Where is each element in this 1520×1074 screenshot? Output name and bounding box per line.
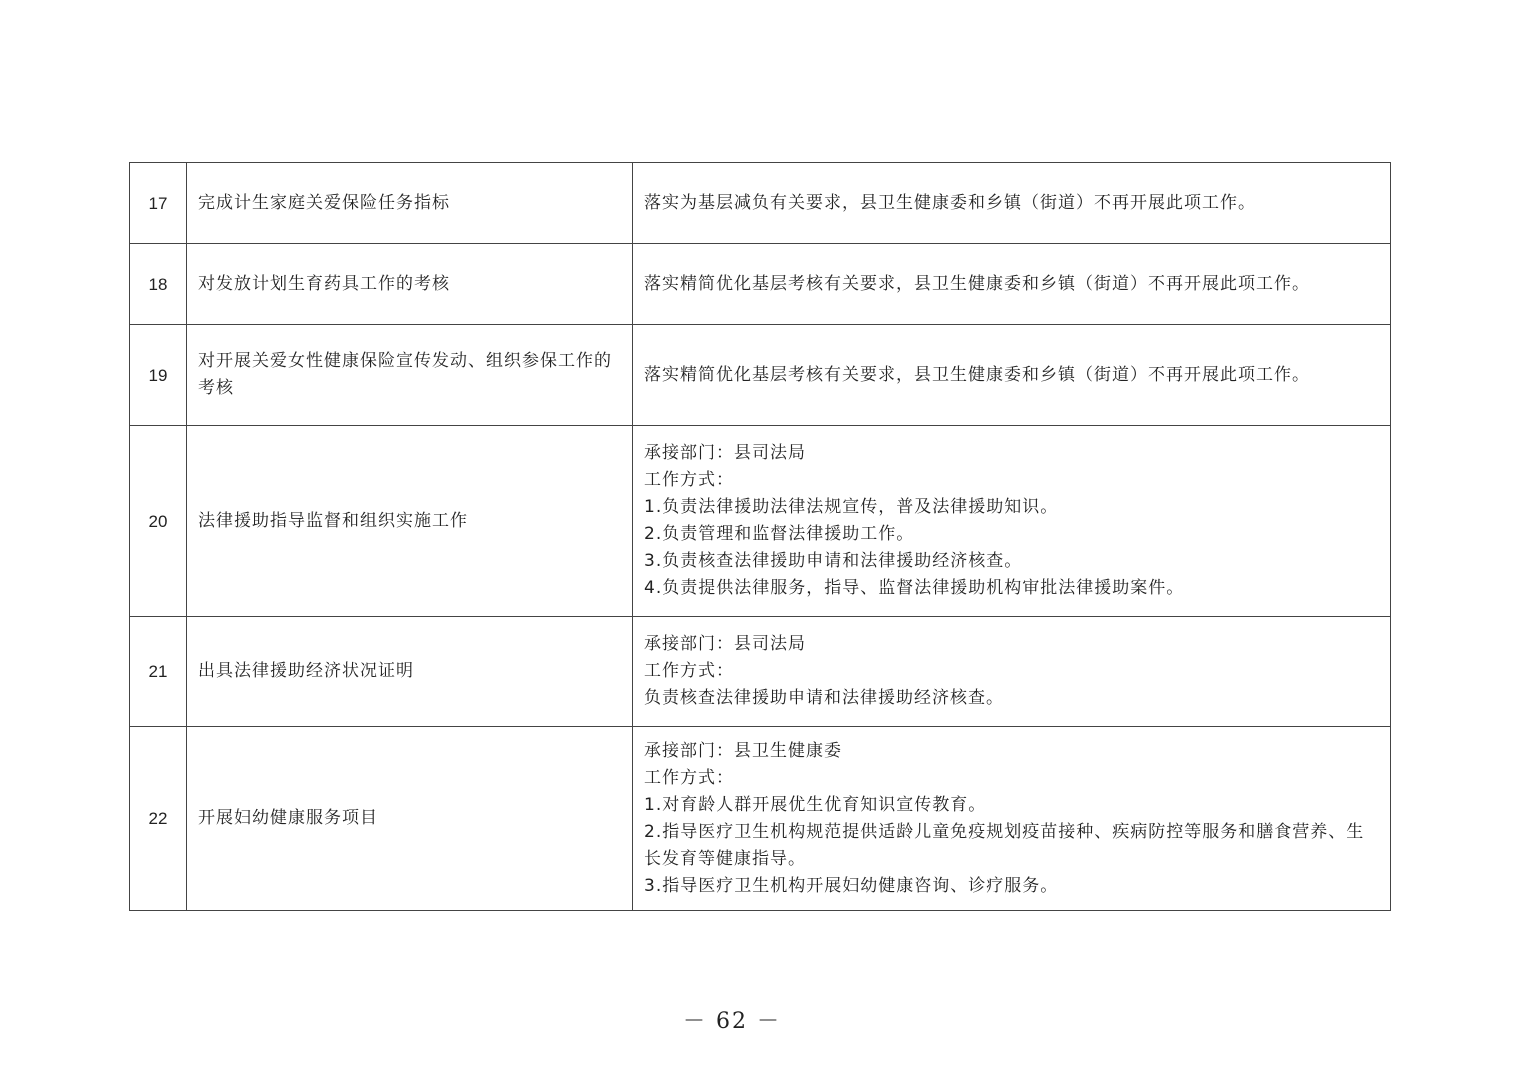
task-item: 出具法律援助经济状况证明 — [187, 617, 633, 727]
row-number: 17 — [130, 163, 187, 244]
task-description — [633, 163, 1391, 244]
task-description — [633, 727, 1391, 911]
description-line: 3.指导医疗卫生机构开展妇幼健康咨询、诊疗服务。 — [644, 875, 1059, 896]
description-line: 2.指导医疗卫生机构规范提供适龄儿童免疫规划疫苗接种、疾病防控等服务和膳食营养、生长发育等健康指导。 — [644, 821, 1365, 869]
description-line: 承接部门：县卫生健康委 — [644, 740, 842, 761]
description-line: 工作方式： — [644, 767, 734, 788]
description-line: 1.负责法律援助法律法规宣传，普及法律援助知识。 — [644, 497, 1059, 517]
description-line: 1.对育龄人群开展优生优育知识宣传教育。 — [644, 794, 987, 815]
description-line: 工作方式： — [644, 661, 734, 681]
row-number: 21 — [130, 617, 187, 727]
table-row — [130, 426, 1391, 617]
task-description — [633, 244, 1391, 325]
description-line: 落实精简优化基层考核有关要求，县卫生健康委和乡镇（街道）不再开展此项工作。 — [644, 273, 1310, 294]
task-description — [633, 617, 1391, 727]
table-row — [130, 325, 1391, 426]
description-line: 4.负责提供法律服务，指导、监督法律援助机构审批法律援助案件。 — [644, 578, 1185, 598]
row-number: 18 — [130, 244, 187, 325]
description-line: 承接部门：县司法局 — [644, 443, 806, 463]
description-line: 2.负责管理和监督法律援助工作。 — [644, 524, 915, 544]
task-description — [633, 325, 1391, 426]
description-line: 负责核查法律援助申请和法律援助经济核查。 — [644, 688, 1004, 708]
task-item: 开展妇幼健康服务项目 — [187, 727, 633, 911]
task-item: 法律援助指导监督和组织实施工作 — [187, 426, 633, 617]
task-item: 完成计生家庭关爱保险任务指标 — [187, 163, 633, 244]
row-number: 22 — [130, 727, 187, 911]
row-number: 20 — [130, 426, 187, 617]
task-item: 对发放计划生育药具工作的考核 — [187, 244, 633, 325]
description-line: 工作方式： — [644, 470, 734, 490]
table-row — [130, 244, 1391, 325]
table-row — [130, 617, 1391, 727]
description-line: 承接部门：县司法局 — [644, 634, 806, 654]
task-description — [633, 426, 1391, 617]
row-number: 19 — [130, 325, 187, 426]
description-line: 落实精简优化基层考核有关要求，县卫生健康委和乡镇（街道）不再开展此项工作。 — [644, 364, 1310, 385]
page-number: － 62 － — [683, 1009, 781, 1034]
task-table — [129, 162, 1391, 911]
description-line: 3.负责核查法律援助申请和法律援助经济核查。 — [644, 551, 1023, 571]
task-item: 对开展关爱女性健康保险宣传发动、组织参保工作的考核 — [187, 325, 633, 426]
description-line: 落实为基层减负有关要求，县卫生健康委和乡镇（街道）不再开展此项工作。 — [644, 192, 1256, 213]
table-row — [130, 727, 1391, 911]
table-row — [130, 163, 1391, 244]
